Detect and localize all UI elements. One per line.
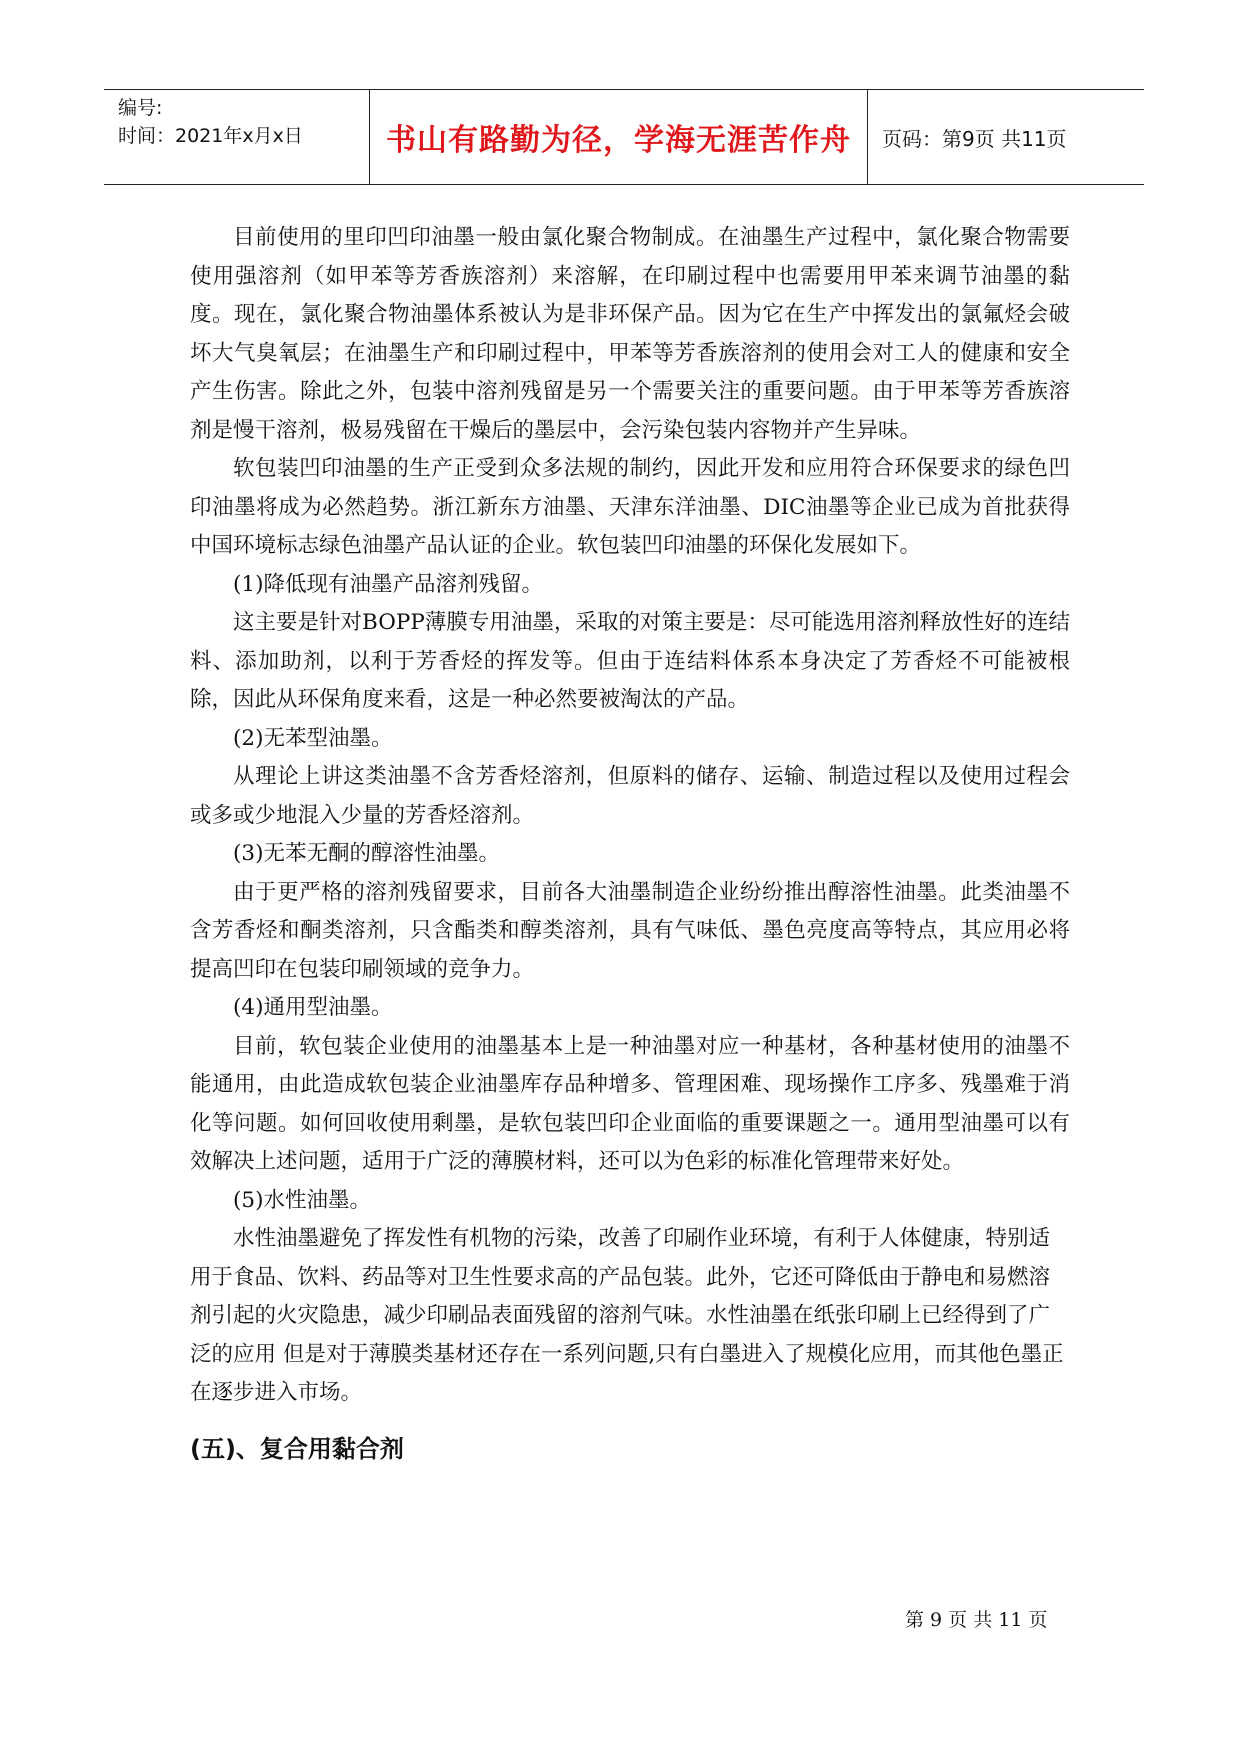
page-code: 页码：第9页 共11页 <box>882 126 1067 151</box>
paragraph: 软包装凹印油墨的生产正受到众多法规的制约，因此开发和应用符合环保要求的绿色凹印油墨将成为必然趋势。浙江新东方油墨、天津东洋油墨、DIC油墨等企业已成为首批获得中国环境标志绿色油墨产品认证的企业。软包装凹印油墨的环保化发展如下。 <box>190 456 1070 558</box>
motto: 书山有路勤为径，学海无涯苦作舟 <box>370 90 868 184</box>
list-item-heading: (3)无苯无酮的醇溶性油墨。 <box>233 841 500 866</box>
document-body <box>190 219 1070 1469</box>
list-item-heading: (2)无苯型油墨。 <box>233 725 393 751</box>
paragraph: 目前，软包装企业使用的油墨基本上是一种油墨对应一种基材，各种基材使用的油墨不能通用，由此造成软包装企业油墨库存品种增多、管理困难、现场操作工序多、残墨难于消化等问题。如何回收使用剩墨，是软包装凹印企业面临的重要课题之一。通用型油墨可以有效解决上述问题，适用于广泛的薄膜材料，还可以为色彩的标准化管理带来好处。 <box>190 1033 1070 1174</box>
paragraph: 目前使用的里印凹印油墨一般由氯化聚合物制成。在油墨生产过程中，氯化聚合物需要使用强溶剂（如甲苯等芳香族溶剂）来溶解，在印刷过程中也需要用甲苯来调节油墨的黏度。现在，氯化聚合物油墨体系被认为是非环保产品。因为它在生产中挥发出的氯氟烃会破坏大气臭氧层；在油墨生产和印刷过程中，甲苯等芳香族溶剂的使用会对工人的健康和安全产生伤害。除此之外，包装中溶剂残留是另一个需要关注的重要问题。由于甲苯等芳香族溶剂是慢干溶剂，极易残留在干燥后的墨层中，会污染包装内容物并产生异味。 <box>190 225 1070 443</box>
time-label: 时间：2021年x月x日 <box>118 125 303 147</box>
paragraph: 这主要是针对BOPP薄膜专用油墨，采取的对策主要是：尽可能选用溶剂释放性好的连结料、添加助剂，以利于芳香烃的挥发等。但由于连结料体系本身决定了芳香烃不可能被根除，因此从环保角度来看，这是一种必然要被淘汰的产品。 <box>190 610 1070 712</box>
section-heading: (五)、复合用黏合剂 <box>190 1434 404 1463</box>
paragraph: 由于更严格的溶剂残留要求，目前各大油墨制造企业纷纷推出醇溶性油墨。此类油墨不含芳香烃和酮类溶剂，只含酯类和醇类溶剂，具有气味低、墨色亮度高等特点，其应用必将提高凹印在包装印刷领域的竞争力。 <box>190 879 1070 982</box>
paragraph: 从理论上讲这类油墨不含芳香烃溶剂，但原料的储存、运输、制造过程以及使用过程会或多或少地混入少量的芳香烃溶剂。 <box>190 764 1070 828</box>
page-header <box>104 89 1144 185</box>
paragraph: 水性油墨避免了挥发性有机物的污染，改善了印刷作业环境，有利于人体健康，特别适用于食品、饮料、药品等对卫生性要求高的产品包装。此外，它还可降低由于静电和易燃溶剂引起的火灾隐患，减少印刷品表面残留的溶剂气味。水性油墨在纸张印刷上已经得到了广泛的应用 但是对于薄膜类基材还存在一系列问题,只有白墨进入了规模化应用，而其他色墨正在逐步进入市场。 <box>190 1226 1064 1405</box>
list-item-heading: (4)通用型油墨。 <box>233 995 393 1020</box>
page-footer: 第 9 页 共 11 页 <box>905 1609 1048 1631</box>
list-item-heading: (1)降低现有油墨产品溶剂残留。 <box>233 571 543 597</box>
number-label: 编号: <box>118 97 163 119</box>
header-info-cell <box>104 90 370 184</box>
list-item-heading: (5)水性油墨。 <box>233 1187 371 1213</box>
